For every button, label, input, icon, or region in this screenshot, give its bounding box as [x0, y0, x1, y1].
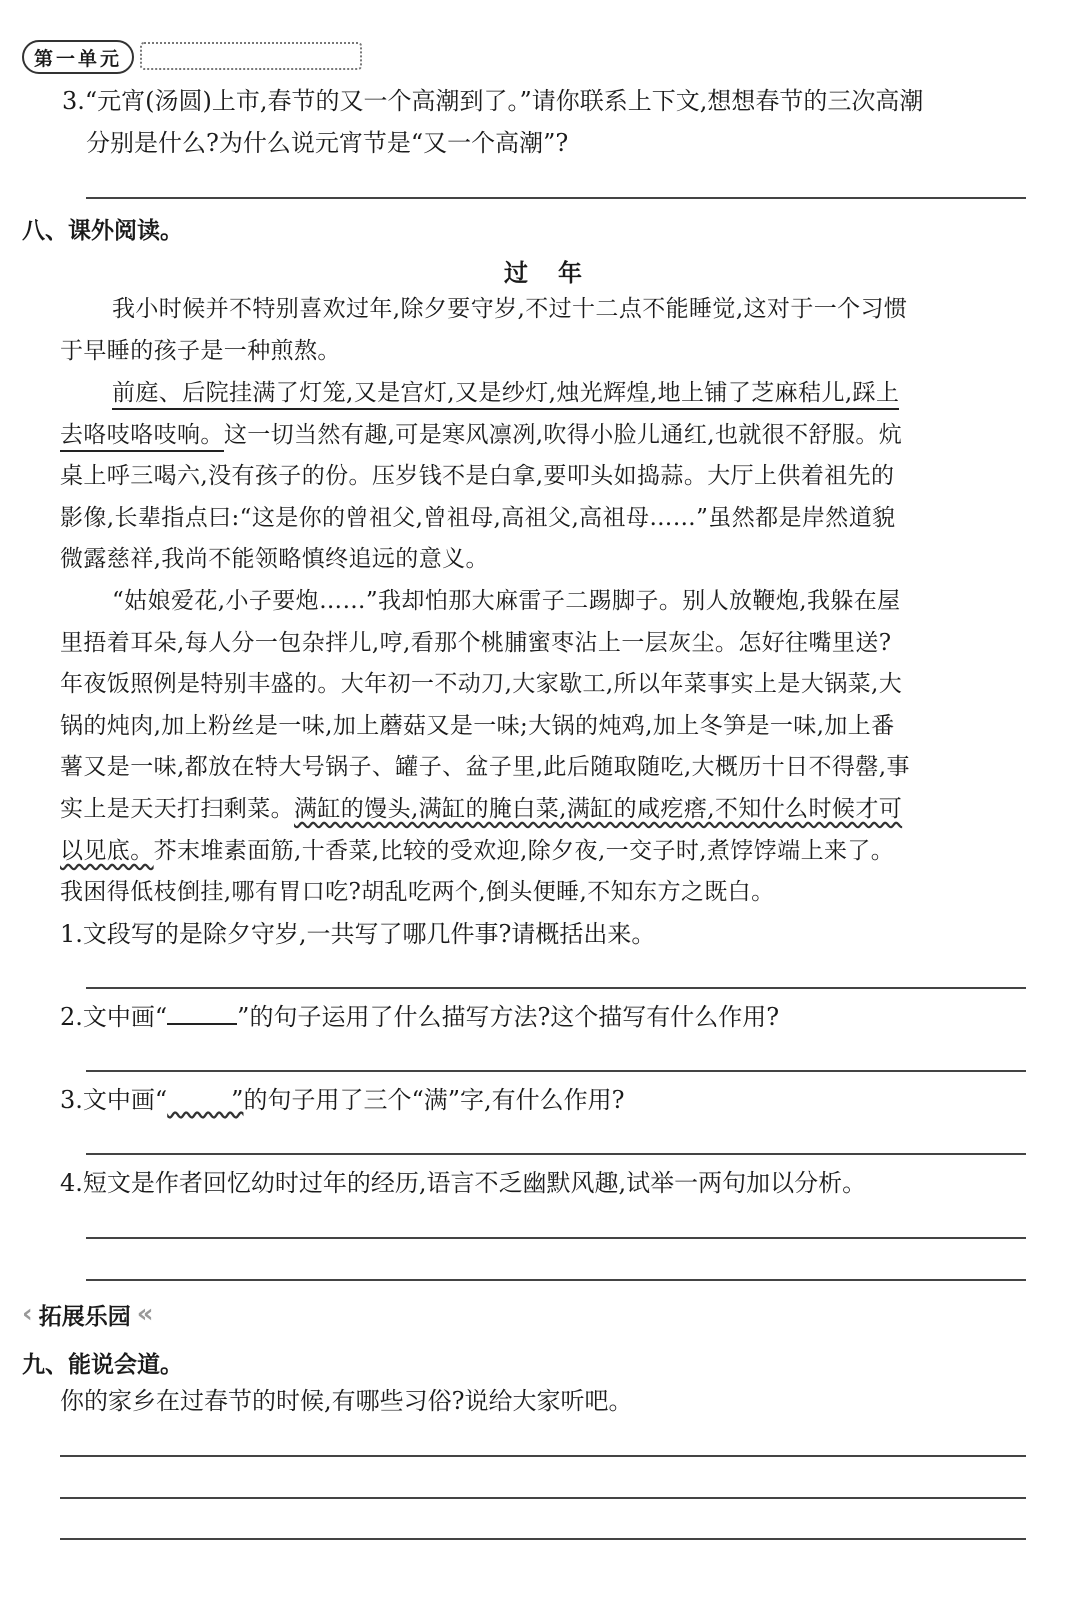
passage-line: 里捂着耳朵,每人分一包杂拌儿,哼,看那个桃脯蜜枣沾上一层灰尘。怎好往嘴里送? [60, 630, 892, 656]
passage-line [60, 836, 894, 866]
passage-line [112, 378, 899, 408]
section-9-heading: 九、能说会道。 [22, 1352, 183, 1378]
passage-line: 微露慈祥,我尚不能领略慎终追远的意义。 [60, 546, 489, 572]
unit-dotted-box [140, 42, 362, 70]
question-3-line1: 3.“元宵(汤圆)上市,春节的又一个高潮到了。”请你联系上下文,想想春节的三次高潮 [62, 87, 924, 115]
passage-line: “姑娘爱花,小子要炮……”我却怕那大麻雷子二踢脚子。别人放鞭炮,我躲在屋 [112, 588, 901, 614]
unit-badge: 第一单元 [22, 40, 134, 74]
chevron-left-icon: ‹ [22, 1299, 33, 1329]
passage-line: 锅的炖肉,加上粉丝是一味,加上蘑菇又是一味;大锅的炖鸡,加上冬笋是一味,加上番 [60, 713, 895, 739]
answer-line[interactable] [86, 197, 1026, 199]
passage-line: 于早睡的孩子是一种煎熬。 [60, 338, 341, 364]
question-text: ”的句子运用了什么描写方法?这个描写有什么作用? [237, 1003, 780, 1031]
question-text: 2.文中画“ [60, 1003, 168, 1031]
passage-title: 过年 [504, 259, 612, 287]
straight-underlined-sentence: 去咯吱咯吱响。 [60, 422, 224, 452]
double-chevron-left-icon: « [136, 1299, 154, 1329]
wavy-underlined-sentence: 以见底。 [60, 838, 154, 864]
passage-line: 年夜饭照例是特别丰盛的。大年初一不动刀,大家歇工,所以年菜事实上是大锅菜,大 [60, 671, 903, 697]
passage-line [60, 794, 902, 824]
answer-line[interactable] [86, 1070, 1026, 1072]
answer-line[interactable] [86, 1279, 1026, 1281]
passage-line: 影像,长辈指点曰:“这是你的曾祖父,曾祖母,高祖父,高祖母……”虽然都是岸然道貌 [60, 505, 896, 531]
answer-line[interactable] [60, 1455, 1026, 1457]
question-4: 4.短文是作者回忆幼时过年的经历,语言不乏幽默风趣,试举一两句加以分析。 [60, 1169, 867, 1197]
passage-line [60, 420, 902, 450]
passage-line: 桌上呼三喝六,没有孩子的份。压岁钱不是白拿,要叩头如捣蒜。大厅上供着祖先的 [60, 463, 895, 489]
answer-line[interactable] [86, 1153, 1026, 1155]
passage-text: 实上是天天打扫剩菜。 [60, 796, 294, 822]
straight-underlined-sentence: 前庭、后院挂满了灯笼,又是宫灯,又是纱灯,烛光辉煌,地上铺了芝麻秸儿,踩上 [112, 380, 899, 410]
passage-text: 这一切当然有趣,可是寒风凛冽,吹得小脸儿通红,也就很不舒服。炕 [223, 422, 903, 448]
passage-line: 我小时候并不特别喜欢过年,除夕要守岁,不过十二点不能睡觉,这对于一个习惯 [112, 296, 908, 322]
question-2 [60, 1002, 779, 1032]
section-8-heading: 八、课外阅读。 [22, 218, 183, 244]
extension-banner [22, 1296, 154, 1332]
passage-text: 芥末堆素面筋,十香菜,比较的受欢迎,除夕夜,一交子时,煮饽饽端上来了。 [153, 838, 895, 864]
passage-line: 薯又是一味,都放在特大号锅子、罐子、盆子里,此后随取随吃,大概历十日不得罄,事 [60, 754, 910, 780]
question-1: 1.文段写的是除夕守岁,一共写了哪几件事?请概括出来。 [60, 920, 656, 948]
passage-line: 我困得低枝倒挂,哪有胃口吃?胡乱吃两个,倒头便睡,不知东方之既白。 [60, 879, 775, 905]
question-3 [60, 1085, 624, 1115]
wavy-underlined-sentence: 满缸的馒头,满缸的腌白菜,满缸的咸疙瘩,不知什么时候才可 [294, 796, 903, 822]
wavy-underline-sample [167, 1085, 231, 1105]
answer-line[interactable] [60, 1497, 1026, 1499]
straight-underline-sample [167, 1003, 237, 1025]
question-text: ”的句子用了三个“满”字,有什么作用? [231, 1086, 625, 1114]
answer-line[interactable] [86, 1237, 1026, 1239]
question-text: 3.文中画“ [60, 1086, 168, 1114]
section-9-prompt: 你的家乡在过春节的时候,有哪些习俗?说给大家听吧。 [60, 1387, 633, 1415]
answer-line[interactable] [86, 987, 1026, 989]
banner-label: 拓展乐园 [38, 1303, 131, 1330]
answer-line[interactable] [60, 1538, 1026, 1540]
question-3-line2: 分别是什么?为什么说元宵节是“又一个高潮”? [86, 129, 569, 157]
